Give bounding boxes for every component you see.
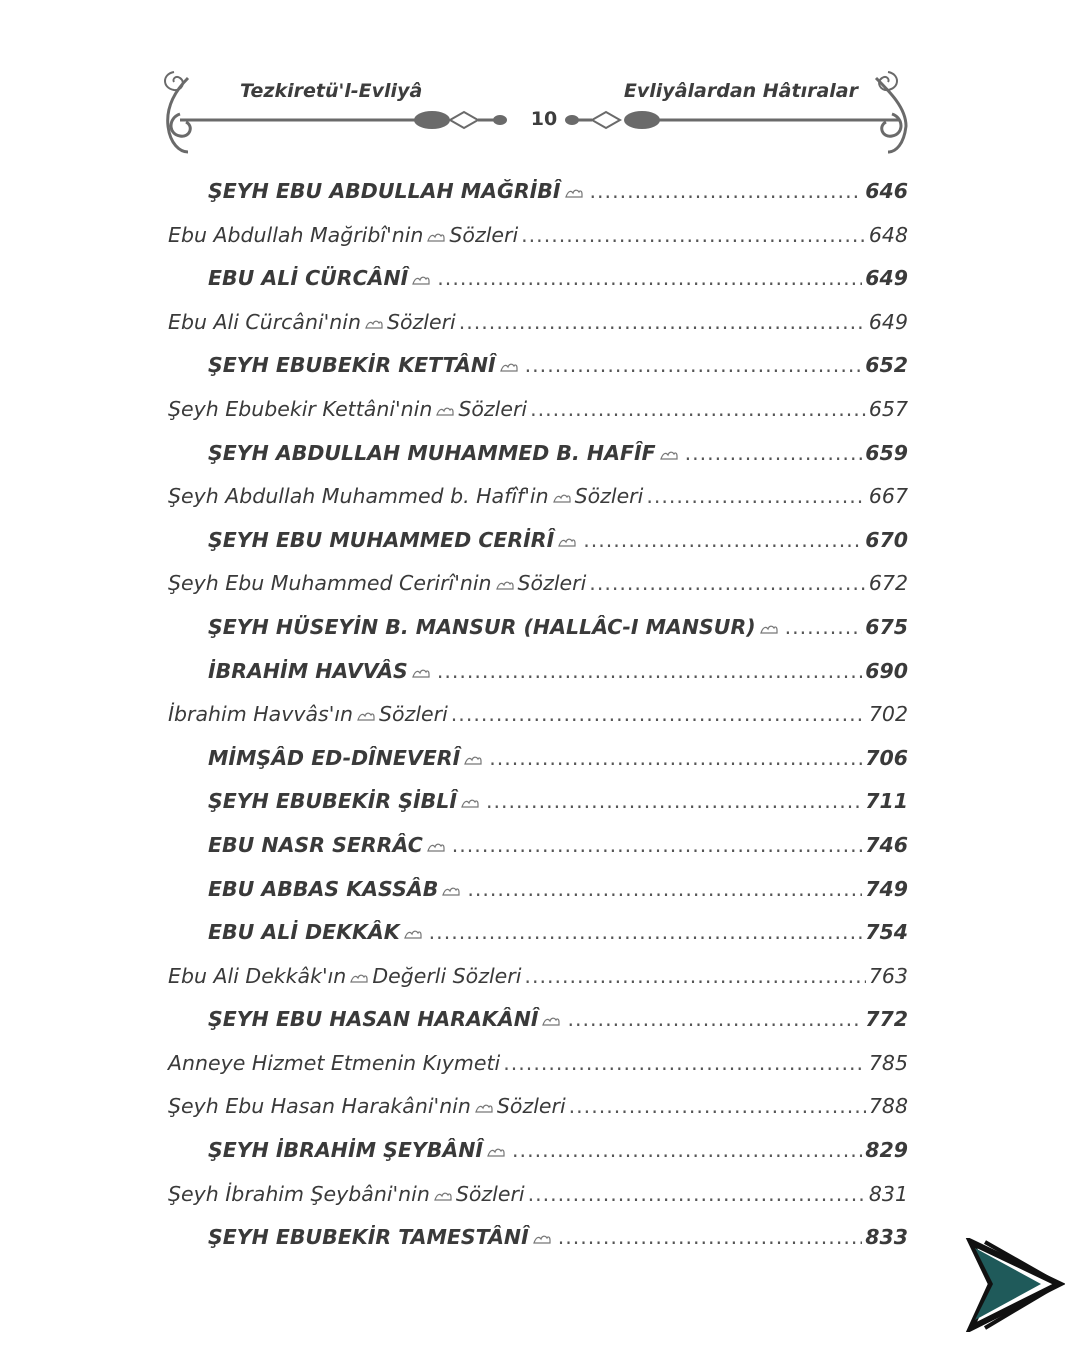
toc-entry-suffix: Sözleri xyxy=(496,1094,566,1119)
toc-page-number: 749 xyxy=(865,876,908,901)
honorific-ligature-icon xyxy=(464,738,482,750)
toc-entry-title xyxy=(168,693,448,737)
toc-section-entry[interactable] xyxy=(168,1085,908,1129)
toc-entry-title xyxy=(208,650,434,694)
toc-chapter-entry[interactable] xyxy=(168,432,908,476)
toc-page-number: 831 xyxy=(868,1181,908,1206)
dot-leader xyxy=(437,257,862,301)
toc-entry-title xyxy=(168,475,643,519)
toc-entry-title xyxy=(208,1129,509,1173)
dot-leader xyxy=(646,475,866,519)
honorific-ligature-icon xyxy=(357,694,375,706)
toc-entry-title xyxy=(168,214,518,258)
toc-entry-text: ŞEYH EBU ABDULLAH MAĞRİBÎ xyxy=(208,179,561,203)
honorific-ligature-icon xyxy=(427,825,445,837)
toc-entry-text: İBRAHİM HAVVÂS xyxy=(208,658,408,683)
toc-chapter-entry[interactable] xyxy=(168,998,908,1042)
toc-page-number: 754 xyxy=(865,920,908,945)
honorific-ligature-icon xyxy=(404,912,422,924)
toc-entry-text: Şeyh İbrahim Şeybâni'nin xyxy=(168,1181,430,1206)
dot-leader xyxy=(521,214,866,258)
table-of-contents xyxy=(168,170,908,1260)
toc-section-entry[interactable] xyxy=(168,301,908,345)
toc-entry-text: Şeyh Abdullah Muhammed b. Hafîf'in xyxy=(168,484,549,509)
toc-entry-text: Şeyh Ebubekir Kettâni'nin xyxy=(168,396,433,421)
toc-entry-title xyxy=(168,1085,566,1129)
toc-entry-text: EBU ALİ DEKKÂK xyxy=(208,920,400,945)
dot-leader xyxy=(685,432,863,476)
toc-page-number: 652 xyxy=(865,353,908,378)
toc-section-entry[interactable] xyxy=(168,693,908,737)
toc-entry-suffix: Değerli Sözleri xyxy=(372,963,522,988)
toc-entry-title xyxy=(208,344,522,388)
honorific-ligature-icon xyxy=(434,1174,452,1186)
toc-section-entry[interactable] xyxy=(168,214,908,258)
toc-entry-title xyxy=(208,780,483,824)
toc-entry-text: ŞEYH EBU MUHAMMED CERİRÎ xyxy=(208,527,555,552)
toc-chapter-entry[interactable] xyxy=(168,1216,908,1260)
toc-entry-title xyxy=(208,911,426,955)
toc-entry-text: EBU ABBAS KASSÂB xyxy=(208,876,439,901)
toc-entry-title xyxy=(168,388,527,432)
toc-page-number: 746 xyxy=(865,832,908,857)
honorific-ligature-icon xyxy=(427,215,445,227)
toc-chapter-entry[interactable] xyxy=(168,650,908,694)
toc-page-number: 763 xyxy=(868,963,908,988)
dot-leader xyxy=(524,955,865,999)
toc-entry-text: Ebu Abdullah Mağribî'nin xyxy=(168,222,424,247)
honorific-ligature-icon xyxy=(475,1086,493,1098)
toc-chapter-entry[interactable] xyxy=(168,606,908,650)
dot-leader xyxy=(467,868,862,912)
toc-page-number: 675 xyxy=(865,614,908,639)
toc-entry-text: MİMŞÂD ED-DÎNEVERÎ xyxy=(208,745,461,770)
toc-page-number: 672 xyxy=(868,571,908,596)
toc-entry-text: ŞEYH EBUBEKİR ŞİBLÎ xyxy=(208,789,457,814)
toc-entry-suffix: Sözleri xyxy=(449,222,519,247)
dot-leader xyxy=(451,693,866,737)
toc-section-entry[interactable] xyxy=(168,955,908,999)
toc-entry-text: ŞEYH İBRAHİM ŞEYBÂNÎ xyxy=(208,1138,484,1163)
toc-entry-text: ŞEYH HÜSEYİN B. MANSUR (HALLÂC-I MANSUR) xyxy=(208,614,756,639)
toc-page-number: 659 xyxy=(865,440,908,465)
toc-section-entry[interactable] xyxy=(168,562,908,606)
toc-page-number: 785 xyxy=(868,1050,908,1075)
toc-entry-title xyxy=(208,519,580,563)
header-section-title: Evliyâlardan Hâtıralar xyxy=(623,80,858,102)
honorific-ligature-icon xyxy=(412,651,430,663)
toc-page-number: 706 xyxy=(865,745,908,770)
toc-entry-suffix: Sözleri xyxy=(458,396,528,421)
toc-entry-text: İbrahim Havvâs'ın xyxy=(168,702,354,727)
toc-entry-title xyxy=(208,606,782,650)
dot-leader xyxy=(528,1173,866,1217)
honorific-ligature-icon xyxy=(558,520,576,532)
toc-entry-text: ŞEYH ABDULLAH MUHAMMED B. HAFÎF xyxy=(208,440,656,465)
toc-entry-title xyxy=(208,998,564,1042)
toc-section-entry[interactable] xyxy=(168,1173,908,1217)
dot-leader xyxy=(503,1042,866,1086)
honorific-ligature-icon xyxy=(760,607,778,619)
honorific-ligature-icon xyxy=(496,563,514,575)
toc-entry-title xyxy=(168,1042,500,1086)
toc-chapter-entry[interactable] xyxy=(168,519,908,563)
dot-leader xyxy=(567,998,862,1042)
toc-entry-title xyxy=(208,257,434,301)
toc-entry-title xyxy=(208,432,682,476)
toc-page-number: 667 xyxy=(868,484,908,509)
toc-chapter-entry[interactable] xyxy=(168,170,908,214)
toc-chapter-entry[interactable] xyxy=(168,344,908,388)
toc-entry-text: EBU ALİ CÜRCÂNÎ xyxy=(208,266,409,291)
honorific-ligature-icon xyxy=(565,171,583,183)
honorific-ligature-icon xyxy=(436,389,454,401)
toc-entry-title xyxy=(208,1216,555,1260)
dot-leader xyxy=(512,1129,862,1173)
dot-leader xyxy=(486,780,862,824)
toc-chapter-entry[interactable] xyxy=(168,911,908,955)
toc-entry-suffix: Sözleri xyxy=(455,1181,525,1206)
toc-page-number: 711 xyxy=(865,789,908,814)
toc-entry-suffix: Sözleri xyxy=(574,484,644,509)
toc-entry-text: ŞEYH EBUBEKİR TAMESTÂNÎ xyxy=(208,1225,529,1250)
toc-chapter-entry[interactable] xyxy=(168,737,908,781)
toc-entry-text: EBU NASR SERRÂC xyxy=(208,832,423,857)
toc-entry-title xyxy=(168,562,586,606)
toc-page-number: 646 xyxy=(865,179,908,203)
toc-chapter-entry[interactable] xyxy=(168,824,908,868)
toc-entry-title xyxy=(208,170,587,214)
toc-entry-text: Anneye Hizmet Etmenin Kıymeti xyxy=(168,1050,501,1075)
toc-page-number: 772 xyxy=(865,1007,908,1032)
dot-leader xyxy=(459,301,866,345)
dot-leader xyxy=(583,519,862,563)
toc-section-entry[interactable] xyxy=(168,475,908,519)
toc-page-number: 690 xyxy=(865,658,908,683)
dot-leader xyxy=(429,911,863,955)
toc-page-number: 657 xyxy=(868,396,908,421)
toc-chapter-entry[interactable] xyxy=(168,257,908,301)
toc-page-number: 788 xyxy=(868,1094,908,1119)
dot-leader xyxy=(525,344,863,388)
dot-leader xyxy=(452,824,862,868)
toc-entry-text: ŞEYH EBUBEKİR KETTÂNÎ xyxy=(208,353,496,378)
toc-entry-text: Şeyh Ebu Hasan Harakâni'nin xyxy=(168,1094,471,1119)
toc-page-number: 649 xyxy=(865,266,908,291)
next-page-arrow-icon[interactable] xyxy=(965,1238,1065,1332)
toc-entry-title xyxy=(208,824,449,868)
toc-entry-text: Ebu Ali Dekkâk'ın xyxy=(168,963,347,988)
toc-chapter-entry[interactable] xyxy=(168,1129,908,1173)
honorific-ligature-icon xyxy=(533,1217,551,1229)
toc-entry-title xyxy=(168,301,456,345)
toc-entry-suffix: Sözleri xyxy=(517,571,587,596)
honorific-ligature-icon xyxy=(350,956,368,968)
dot-leader xyxy=(437,650,862,694)
toc-entry-title xyxy=(208,737,486,781)
toc-entry-suffix: Sözleri xyxy=(379,702,448,727)
toc-chapter-entry[interactable] xyxy=(168,868,908,912)
dot-leader xyxy=(785,606,863,650)
honorific-ligature-icon xyxy=(542,999,560,1011)
toc-entry-text: Ebu Ali Cürcâni'nin xyxy=(168,309,361,334)
page-number: 10 xyxy=(530,108,558,130)
toc-chapter-entry[interactable] xyxy=(168,780,908,824)
dot-leader xyxy=(489,737,862,781)
honorific-ligature-icon xyxy=(553,476,571,488)
toc-entry-suffix: Sözleri xyxy=(386,309,456,334)
honorific-ligature-icon xyxy=(365,302,383,314)
honorific-ligature-icon xyxy=(412,258,430,270)
dot-leader xyxy=(558,1216,862,1260)
honorific-ligature-icon xyxy=(487,1130,505,1142)
toc-page-number: 702 xyxy=(868,702,908,727)
toc-entry-title xyxy=(168,1173,525,1217)
toc-page-number: 648 xyxy=(868,222,908,247)
honorific-ligature-icon xyxy=(500,345,518,357)
dot-leader xyxy=(590,170,863,214)
running-header xyxy=(160,64,920,164)
toc-entry-title xyxy=(208,868,464,912)
dot-leader xyxy=(589,562,866,606)
toc-page-number: 670 xyxy=(865,527,908,552)
toc-entry-text: Şeyh Ebu Muhammed Cerirî'nin xyxy=(168,571,492,596)
honorific-ligature-icon xyxy=(442,869,460,881)
toc-entry-title xyxy=(168,955,521,999)
header-book-title: Tezkiretü'l-Evliyâ xyxy=(240,80,423,102)
toc-section-entry[interactable] xyxy=(168,388,908,432)
toc-page-number: 649 xyxy=(868,309,908,334)
toc-entry-text: ŞEYH EBU HASAN HARAKÂNÎ xyxy=(208,1007,539,1032)
dot-leader xyxy=(530,388,866,432)
honorific-ligature-icon xyxy=(660,433,678,445)
toc-page-number: 829 xyxy=(865,1138,908,1163)
honorific-ligature-icon xyxy=(461,781,479,793)
toc-page-number: 833 xyxy=(865,1225,908,1250)
toc-section-entry[interactable] xyxy=(168,1042,908,1086)
dot-leader xyxy=(569,1085,866,1129)
